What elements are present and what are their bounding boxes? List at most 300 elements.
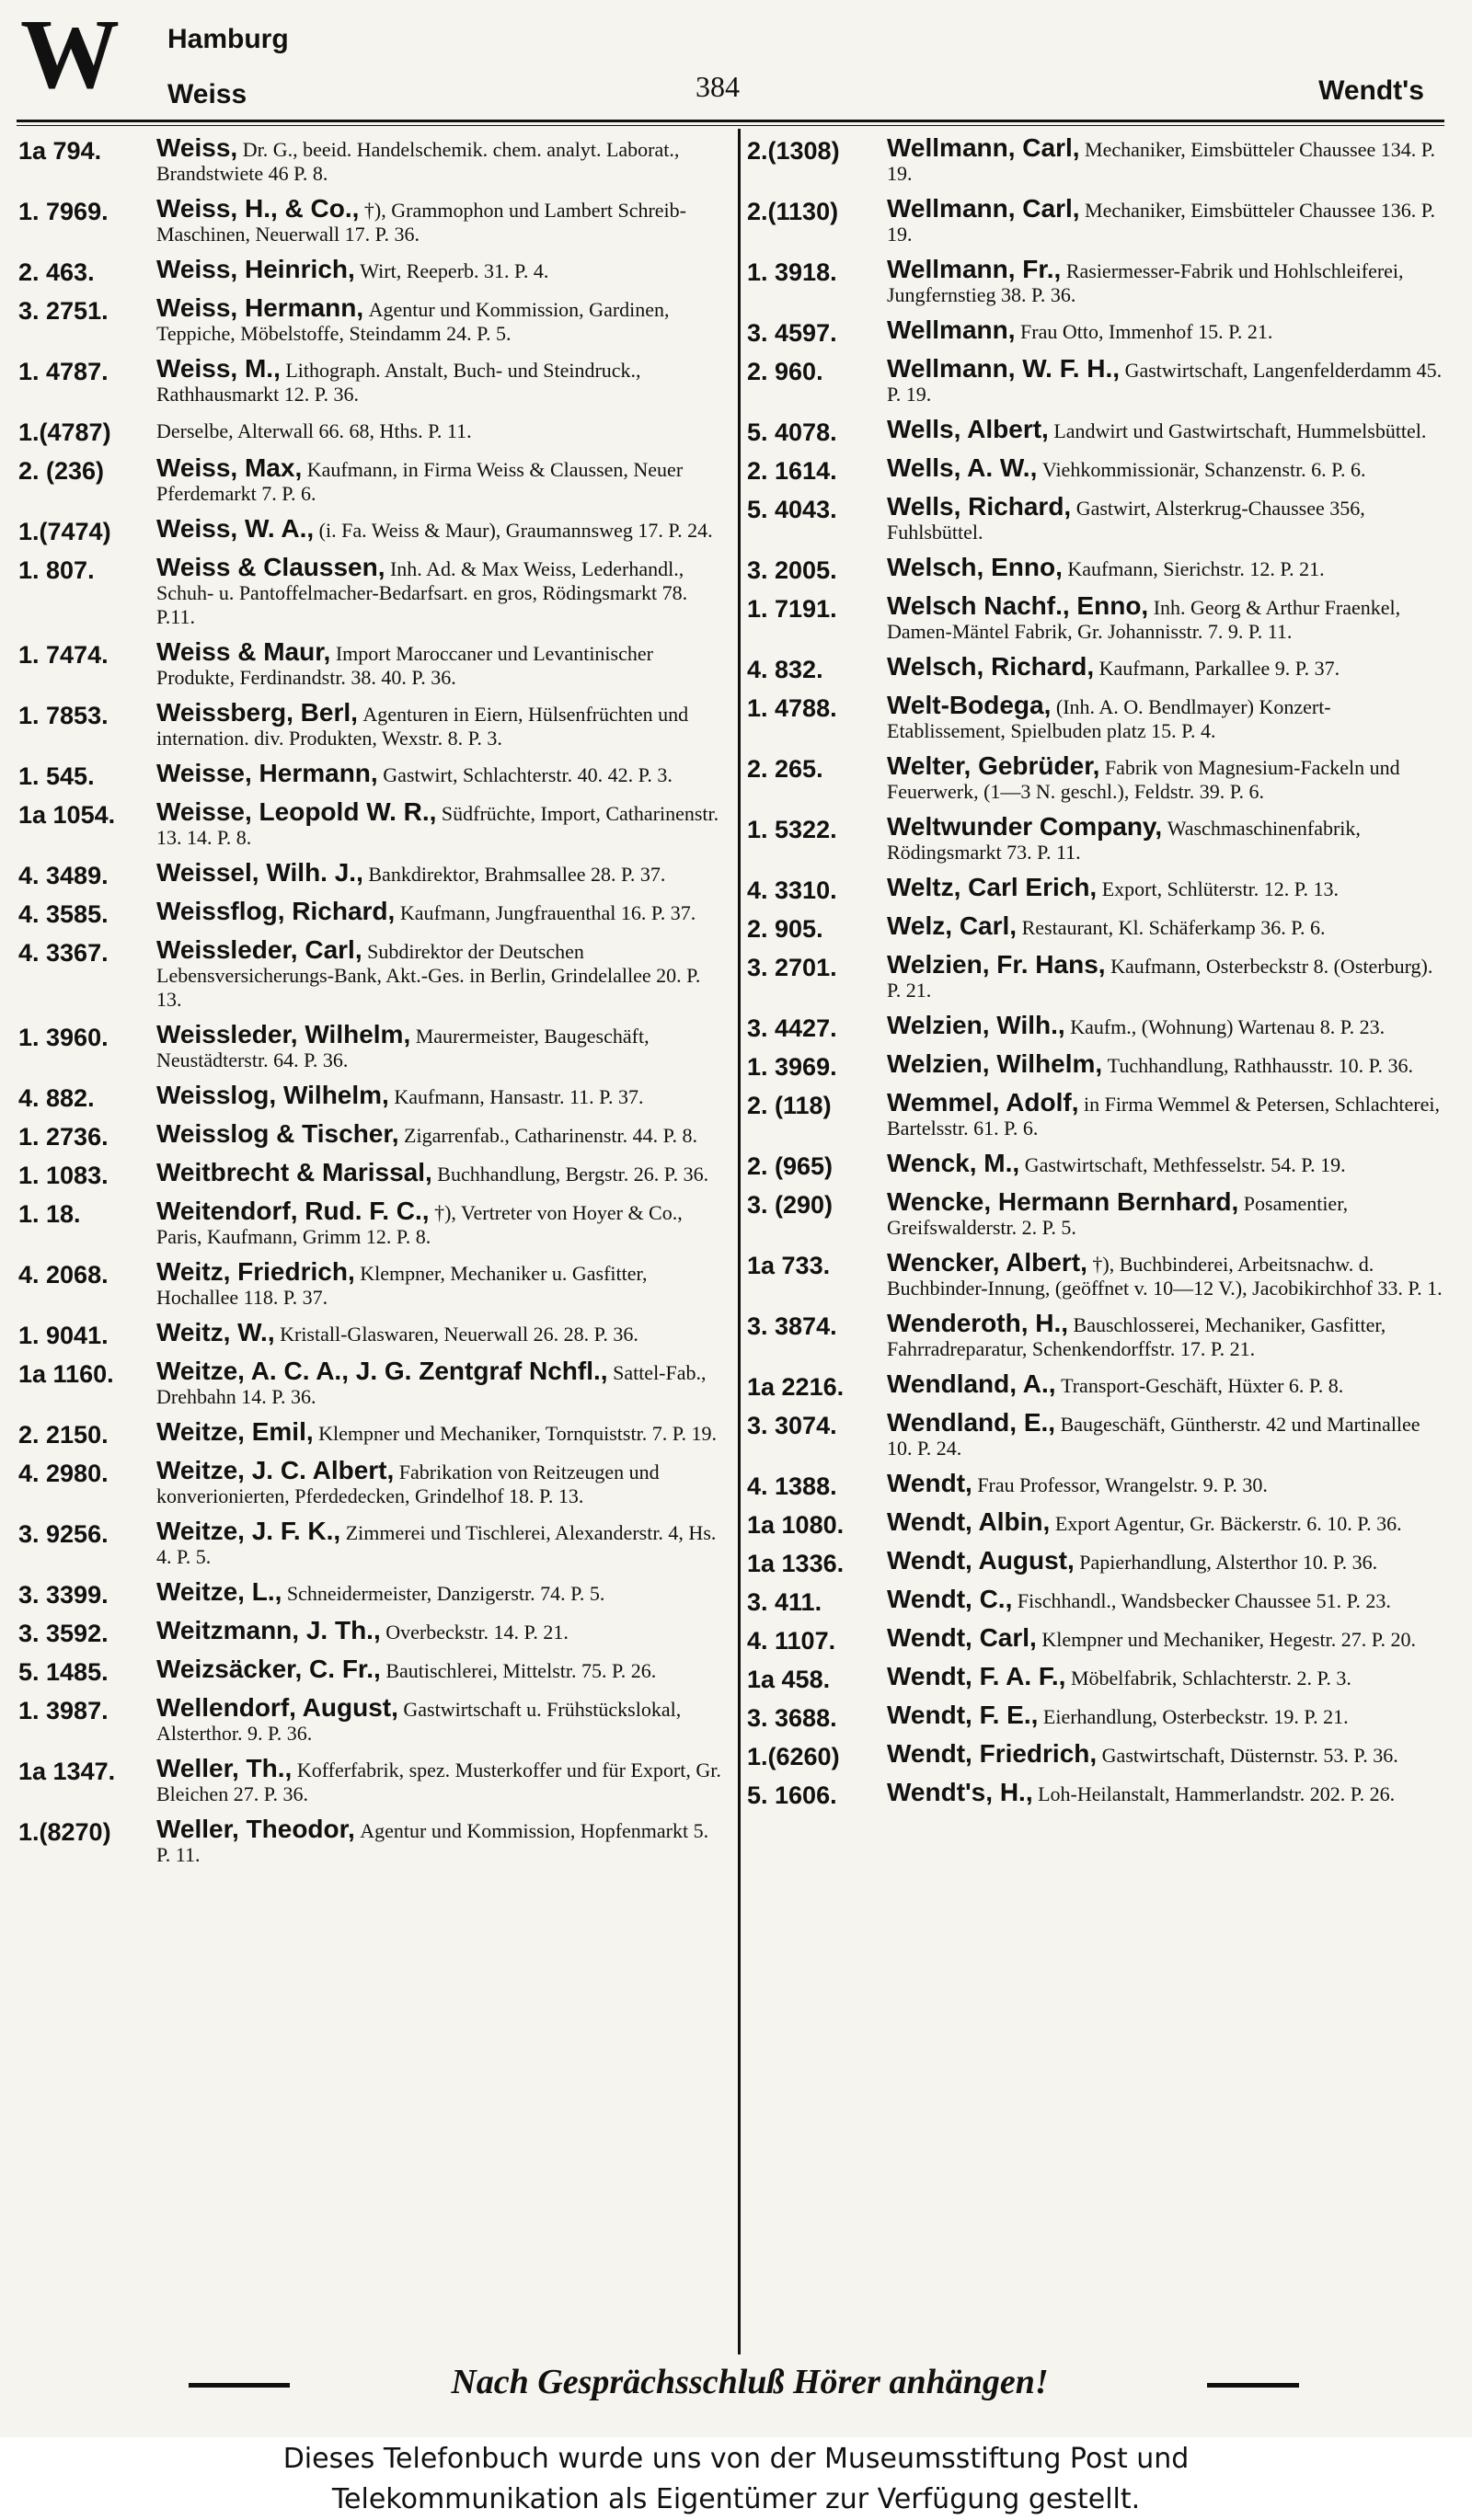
right-column <box>747 133 1446 1809</box>
subscriber-details: Kaufmann, in Firma Weiss & Claussen, Neuer Pferdemarkt 7. P. 6. <box>156 458 684 505</box>
subscriber-details: Export Agentur, Gr. Bäckerstr. 6. 10. P. 36. <box>1054 1512 1402 1535</box>
subscriber-name: Weissberg, Berl, <box>156 698 358 727</box>
subscriber-details: Bauschlosserei, Mechaniker, Gasfitter, Fahrradreparatur, Schenkendorffstr. 17. P. 21. <box>887 1313 1386 1360</box>
subscriber-details: Südfrüchte, Import, Catharinenstr. 13. 14. P. 8. <box>156 802 719 849</box>
phone-number: 4. 1107. <box>747 1627 836 1655</box>
subscriber-name: Weitbrecht & Marissal, <box>156 1158 432 1186</box>
subscriber-name: Wells, Albert, <box>887 415 1049 443</box>
subscriber-details: Derselbe, Alterwall 66. 68, Hths. P. 11. <box>156 419 472 442</box>
entry-text <box>887 1623 1446 1652</box>
phone-number: 1.(8270) <box>18 1818 111 1846</box>
subscriber-name: Welsch Nachf., Enno, <box>887 591 1149 620</box>
directory-entry <box>747 1662 1446 1693</box>
directory-entry <box>18 453 725 506</box>
phone-number: 1. 5322. <box>747 816 837 843</box>
phone-number: 1. 807. <box>18 556 95 584</box>
subscriber-details: Gastwirtschaft u. Frühstückslokal, Alsterthor. 9. P. 36. <box>156 1698 682 1745</box>
phone-number: 2. (965) <box>747 1152 834 1180</box>
phone-number: 2. 463. <box>18 258 95 286</box>
subscriber-name: Weisslog & Tischer, <box>156 1119 399 1148</box>
phone-number: 4. 882. <box>18 1084 95 1112</box>
phone-number: 1a 2216. <box>747 1373 845 1401</box>
entry-text <box>887 1011 1446 1039</box>
subscriber-name: Weitendorf, Rud. F. C., <box>156 1197 430 1225</box>
entry-text <box>887 315 1446 344</box>
phone-number: 3. 3874. <box>747 1312 837 1340</box>
credit-line-2: Telekommunikation als Eigentümer zur Verfügung gestellt. <box>331 2483 1141 2515</box>
subscriber-details: Bankdirektor, Brahmsallee 28. P. 37. <box>368 863 666 886</box>
subscriber-name: Weitze, Emil, <box>156 1417 314 1446</box>
phone-number: 1. 18. <box>18 1200 81 1228</box>
entry-text <box>887 1187 1446 1240</box>
subscriber-details: Subdirektor der Deutschen Lebensversicherungs-Bank, Akt.-Ges. in Berlin, Grindelallee 20. P. 13. <box>156 940 701 1011</box>
entry-text <box>887 911 1446 940</box>
subscriber-name: Welt-Bodega, <box>887 691 1052 719</box>
subscriber-name: Wellmann, W. F. H., <box>887 354 1121 383</box>
directory-entry <box>18 1199 725 1249</box>
subscriber-details: Posamentier, Greifswalderstr. 2. P. 5. <box>887 1192 1349 1239</box>
credit-line-1: Dieses Telefonbuch wurde uns von der Museumsstiftung Post und <box>282 2443 1190 2475</box>
subscriber-name: Weltwunder Company, <box>887 812 1163 841</box>
entry-text <box>887 812 1446 865</box>
subscriber-details: Dr. G., beeid. Handelschemik. chem. analyt. Laborat., Brandstwiete 46 P. 8. <box>156 138 680 185</box>
phone-number: 4. 3489. <box>18 862 109 889</box>
header-last-name: Wendt's <box>1318 75 1424 106</box>
entry-text <box>887 1309 1446 1361</box>
subscriber-details: Gastwirtschaft, Methfesselstr. 54. P. 19. <box>1024 1153 1346 1176</box>
entry-text <box>156 1359 725 1409</box>
phone-number: 1a 794. <box>18 137 102 165</box>
entry-text <box>887 950 1446 1002</box>
entry-text <box>156 1693 725 1746</box>
footer-rule-right <box>1207 2383 1299 2388</box>
subscriber-name: Weller, Th., <box>156 1754 293 1782</box>
entry-text <box>156 553 725 629</box>
entry-text <box>156 1616 725 1644</box>
directory-entry <box>18 637 725 690</box>
subscriber-name: Weissflog, Richard, <box>156 897 396 925</box>
subscriber-name: Weizsäcker, C. Fr., <box>156 1655 381 1683</box>
footer-rule-left <box>189 2383 290 2388</box>
entry-text <box>887 1587 1446 1613</box>
phone-number: 3. 2701. <box>747 954 837 981</box>
phone-number: 3. 3399. <box>18 1581 109 1609</box>
entry-text <box>156 935 725 1012</box>
subscriber-details: Gastwirtschaft, Langenfelderdamm 45. P. 19. <box>887 359 1443 406</box>
subscriber-name: Wendt, Carl, <box>887 1623 1037 1652</box>
phone-number: 3. 4597. <box>747 319 837 347</box>
phone-number: 4. 832. <box>747 656 823 683</box>
entry-text <box>887 1778 1446 1806</box>
directory-entry <box>747 1507 1446 1539</box>
directory-entry <box>747 553 1446 584</box>
subscriber-details: Möbelfabrik, Schlachterstr. 2. P. 3. <box>1070 1667 1351 1690</box>
directory-entry <box>747 1778 1446 1809</box>
subscriber-details: Zimmerei und Tischlerei, Alexanderstr. 4, Hs. 4. P. 5. <box>156 1521 717 1568</box>
subscriber-details: Rasiermesser-Fabrik und Hohlschleiferei, Jungfernstieg 38. P. 36. <box>887 259 1404 306</box>
subscriber-name: Weitze, J. C. Albert, <box>156 1456 395 1484</box>
directory-entry <box>18 797 725 850</box>
subscriber-name: Wellmann, <box>887 315 1016 344</box>
phone-number: 1. 7853. <box>18 702 109 729</box>
directory-entry <box>18 1359 725 1409</box>
phone-number: 1a 458. <box>747 1666 831 1693</box>
phone-number: 1.(4787) <box>18 418 111 446</box>
phone-number: 4. 3310. <box>747 876 837 904</box>
subscriber-name: Wellmann, Fr., <box>887 255 1062 283</box>
directory-entry <box>18 1693 725 1746</box>
entry-text <box>156 453 725 506</box>
subscriber-name: Weitzmann, J. Th., <box>156 1616 381 1644</box>
phone-number: 1.(6260) <box>747 1743 840 1770</box>
subscriber-details: Kaufmann, Osterbeckstr 8. (Osterburg). P. 21. <box>887 955 1433 1002</box>
subscriber-details: in Firma Wemmel & Petersen, Schlachterei, Bartelsstr. 61. P. 6. <box>887 1093 1440 1140</box>
header-rule <box>17 120 1444 126</box>
subscriber-details: Bautischlerei, Mittelstr. 75. P. 26. <box>385 1659 657 1682</box>
subscriber-details: (i. Fa. Weiss & Maur), Graumannsweg 17. P. 24. <box>318 519 713 542</box>
entry-text <box>156 1417 725 1446</box>
subscriber-name: Weiss, Heinrich, <box>156 255 355 283</box>
subscriber-name: Wenderoth, H., <box>887 1309 1069 1337</box>
subscriber-name: Wendt, August, <box>887 1546 1075 1575</box>
directory-entry <box>18 1577 725 1609</box>
subscriber-name: Weitze, J. F. K., <box>156 1517 341 1545</box>
subscriber-details: Tuchhandlung, Rathhausstr. 10. P. 36. <box>1107 1054 1413 1077</box>
subscriber-details: Kaufmann, Hansastr. 11. P. 37. <box>394 1085 644 1108</box>
subscriber-details: Mechaniker, Eimsbütteler Chaussee 136. P. 19. <box>887 199 1436 246</box>
subscriber-name: Weiss, M., <box>156 354 281 383</box>
directory-entry <box>747 315 1446 347</box>
phone-number: 2.(1130) <box>747 198 839 225</box>
subscriber-name: Weisse, Leopold W. R., <box>156 797 437 826</box>
subscriber-name: Welter, Gebrüder, <box>887 751 1100 780</box>
entry-text <box>156 1817 725 1867</box>
entry-text <box>156 1754 725 1806</box>
subscriber-details: Gastwirt, Schlachterstr. 40. 42. P. 3. <box>383 763 673 786</box>
directory-entry <box>747 1309 1446 1361</box>
directory-entry <box>18 1817 725 1867</box>
directory-entry <box>747 1546 1446 1577</box>
directory-entry <box>747 453 1446 485</box>
entry-text <box>156 899 725 925</box>
directory-entry <box>18 1657 725 1685</box>
phone-number: 4. 2068. <box>18 1261 109 1289</box>
phone-number: 1a 1347. <box>18 1758 116 1785</box>
directory-entry <box>747 194 1446 246</box>
subscriber-details: Fischhandl., Wandsbecker Chaussee 51. P. 23. <box>1017 1589 1391 1612</box>
footer-slogan: Nach Gesprächsschluß Hörer anhängen! <box>451 2363 1049 2401</box>
page-number: 384 <box>696 70 740 103</box>
directory-entry <box>18 293 725 346</box>
subscriber-details: Viehkommissionär, Schanzenstr. 6. P. 6. <box>1041 458 1366 481</box>
subscriber-details: Mechaniker, Eimsbütteler Chaussee 134. P. 19. <box>887 138 1436 185</box>
entry-text <box>156 1257 725 1310</box>
directory-entry <box>18 553 725 629</box>
subscriber-details: Fabrik von Magnesium-Fackeln und Feuerwerk, (1—3 N. geschl.), Feldstr. 39. P. 6. <box>887 756 1400 803</box>
subscriber-name: Welsch, Richard, <box>887 652 1095 681</box>
phone-number: 3. 2751. <box>18 297 109 325</box>
entry-text <box>156 858 725 887</box>
subscriber-name: Weiss, Max, <box>156 453 303 482</box>
entry-text <box>887 453 1446 482</box>
subscriber-name: Weitz, Friedrich, <box>156 1257 355 1286</box>
phone-number: 1. 9041. <box>18 1322 109 1349</box>
directory-entry <box>747 1408 1446 1460</box>
subscriber-details: Klempner, Mechaniker u. Gasfitter, Hochallee 118. P. 37. <box>156 1262 648 1309</box>
subscriber-details: Sattel-Fab., Drehbahn 14. P. 36. <box>156 1361 707 1408</box>
entry-text <box>887 1703 1446 1729</box>
phone-number: 1.(7474) <box>18 518 111 545</box>
entry-text <box>156 1577 725 1606</box>
phone-number: 3. 3074. <box>747 1412 837 1439</box>
phone-number: 4. 2980. <box>18 1460 109 1487</box>
directory-entry <box>747 1151 1446 1179</box>
phone-number: 5. 1606. <box>747 1781 837 1809</box>
subscriber-details: Loh-Heilanstalt, Hammerlandstr. 202. P. 26. <box>1038 1782 1396 1805</box>
subscriber-details: Gastwirt, Alsterkrug-Chaussee 356, Fuhlsbüttel. <box>887 497 1365 544</box>
phone-number: 1. 545. <box>18 762 95 790</box>
subscriber-name: Welsch, Enno, <box>887 553 1063 581</box>
directory-entry <box>747 1469 1446 1500</box>
subscriber-details: Maurermeister, Baugeschäft, Neustädterstr. 64. P. 36. <box>156 1025 650 1071</box>
entry-text <box>156 1657 725 1683</box>
subscriber-details: Kaufmann, Jungfrauenthal 16. P. 37. <box>399 901 696 924</box>
entry-text <box>156 1519 725 1569</box>
entry-text <box>887 1662 1446 1690</box>
directory-entry <box>747 1049 1446 1081</box>
subscriber-name: Weissleder, Wilhelm, <box>156 1020 411 1048</box>
subscriber-name: Wendt, F. E., <box>887 1701 1039 1729</box>
subscriber-name: Welzien, Wilh., <box>887 1011 1065 1039</box>
subscriber-details: †), Buchbinderei, Arbeitsnachw. d. Buchbinder-Innung, (geöffnet v. 10—12 V.), Jacobikirchhof 33. P. 1. <box>887 1253 1443 1300</box>
subscriber-name: Weitze, A. C. A., J. G. Zentgraf Nchfl., <box>156 1357 608 1385</box>
directory-entry <box>18 1119 725 1151</box>
entry-text <box>156 1020 725 1072</box>
subscriber-details: Agentur und Kommission, Gardinen, Teppiche, Möbelstoffe, Steindamm 24. P. 5. <box>156 298 670 345</box>
subscriber-name: Wendt, Albin, <box>887 1507 1051 1536</box>
subscriber-name: Weller, Theodor, <box>156 1815 355 1843</box>
subscriber-name: Wellendorf, August, <box>156 1693 398 1722</box>
entry-text <box>887 693 1446 743</box>
phone-number: 1a 1080. <box>747 1511 845 1539</box>
subscriber-name: Welz, Carl, <box>887 911 1018 940</box>
entry-text <box>887 133 1446 186</box>
directory-entry <box>18 1456 725 1508</box>
directory-entry <box>747 591 1446 644</box>
entry-text <box>887 553 1446 581</box>
column-divider <box>738 129 741 2354</box>
phone-number: 3. 411. <box>747 1588 822 1616</box>
subscriber-details: Inh. Georg & Arthur Fraenkel, Damen-Mäntel Fabrik, Gr. Johannisstr. 7. 9. P. 11. <box>887 596 1401 643</box>
phone-number: 1. 2736. <box>18 1123 109 1151</box>
phone-number: 1. 1083. <box>18 1162 109 1189</box>
directory-entry <box>747 1369 1446 1401</box>
phone-number: 3. 9256. <box>18 1520 109 1548</box>
phone-number: 3. 3688. <box>747 1704 837 1732</box>
header-city: Hamburg <box>167 24 289 54</box>
directory-entry <box>747 1088 1446 1140</box>
entry-text <box>887 591 1446 644</box>
subscriber-details: Baugeschäft, Güntherstr. 42 und Martinallee 10. P. 24. <box>887 1413 1420 1460</box>
subscriber-details: Klempner und Mechaniker, Tornquiststr. 7. P. 19. <box>318 1422 717 1445</box>
subscriber-details: Buchhandlung, Bergstr. 26. P. 36. <box>437 1163 709 1186</box>
subscriber-name: Weiss, <box>156 133 238 162</box>
entry-text <box>887 415 1446 443</box>
directory-entry <box>747 950 1446 1002</box>
entry-text <box>156 1318 725 1346</box>
subscriber-details: Kaufmann, Sierichstr. 12. P. 21. <box>1067 557 1325 580</box>
subscriber-details: Fabrikation von Reitzeugen und konverionierten, Pferdedecken, Grindelhof 18. P. 13. <box>156 1460 660 1507</box>
subscriber-details: (Inh. A. O. Bendlmayer) Konzert-Etablissement, Spielbuden platz 15. P. 4. <box>887 695 1331 742</box>
directory-entry <box>18 899 725 927</box>
phone-number: 3. 2005. <box>747 556 837 584</box>
directory-entry <box>747 652 1446 683</box>
subscriber-name: Wemmel, Adolf, <box>887 1088 1079 1117</box>
subscriber-name: Wellmann, Carl, <box>887 133 1080 162</box>
directory-entry <box>747 1187 1446 1240</box>
subscriber-name: Wendland, A., <box>887 1369 1056 1398</box>
directory-entry <box>747 133 1446 186</box>
subscriber-details: Wirt, Reeperb. 31. P. 4. <box>360 259 549 282</box>
entry-text <box>156 797 725 850</box>
directory-entry <box>747 354 1446 407</box>
directory-entry <box>747 415 1446 446</box>
directory-entry <box>747 751 1446 804</box>
subscriber-name: Wendt, Friedrich, <box>887 1739 1098 1768</box>
directory-entry <box>18 514 725 545</box>
subscriber-details: †), Grammophon und Lambert Schreib-Maschinen, Neuerwall 17. P. 36. <box>156 199 686 246</box>
phone-number: 4. 3367. <box>18 939 109 967</box>
subscriber-details: Klempner und Mechaniker, Hegestr. 27. P. 20. <box>1041 1628 1416 1651</box>
entry-text <box>887 492 1446 544</box>
phone-number: 1. 3918. <box>747 258 837 286</box>
subscriber-name: Weltz, Carl Erich, <box>887 873 1098 901</box>
subscriber-details: Landwirt und Gastwirtschaft, Hummelsbüttel. <box>1053 419 1427 442</box>
entry-text <box>156 698 725 750</box>
subscriber-name: Weisslog, Wilhelm, <box>156 1081 389 1109</box>
directory-entry <box>747 873 1446 904</box>
subscriber-details: Restaurant, Kl. Schäferkamp 36. P. 6. <box>1021 916 1326 939</box>
entry-text <box>156 1199 725 1249</box>
subscriber-name: Weissleder, Carl, <box>156 935 362 964</box>
entry-text <box>156 514 725 543</box>
subscriber-details: Lithograph. Anstalt, Buch- und Steindruck., Rathhausmarkt 12. P. 36. <box>156 359 641 406</box>
page-header <box>0 0 1472 120</box>
entry-text <box>887 194 1446 246</box>
entry-text <box>887 1546 1446 1575</box>
subscriber-name: Wencke, Hermann Bernhard, <box>887 1187 1239 1216</box>
subscriber-name: Weiss, Hermann, <box>156 293 364 322</box>
phone-number: 5. 1485. <box>18 1658 109 1686</box>
directory-entry <box>18 858 725 889</box>
phone-number: 1. 3987. <box>18 1697 109 1724</box>
phone-number: 1a 733. <box>747 1252 831 1279</box>
entry-text <box>156 1083 725 1109</box>
entry-text <box>887 1739 1446 1768</box>
phone-number: 5. 4043. <box>747 496 837 523</box>
subscriber-details: Kaufm., (Wohnung) Wartenau 8. P. 23. <box>1070 1015 1386 1038</box>
phone-number: 2. 960. <box>747 358 823 385</box>
subscriber-details: Transport-Geschäft, Hüxter 6. P. 8. <box>1061 1374 1344 1397</box>
subscriber-details: Papierhandlung, Alsterthor 10. P. 36. <box>1079 1551 1378 1574</box>
phone-number: 3. (290) <box>747 1191 834 1219</box>
subscriber-name: Wenck, M., <box>887 1149 1020 1177</box>
directory-entry <box>18 418 725 445</box>
phone-number: 2. (236) <box>18 457 105 485</box>
subscriber-details: †), Vertreter von Hoyer & Co., Paris, Kaufmann, Grimm 12. P. 8. <box>156 1201 683 1248</box>
subscriber-name: Wells, Richard, <box>887 492 1072 521</box>
entry-text <box>156 133 725 186</box>
entry-text <box>887 1049 1446 1078</box>
phone-number: 1. 4787. <box>18 358 109 385</box>
subscriber-details: Frau Otto, Immenhof 15. P. 21. <box>1020 320 1273 343</box>
directory-entry <box>18 1754 725 1806</box>
subscriber-details: Export, Schlüterstr. 12. P. 13. <box>1101 877 1339 900</box>
subscriber-details: Gastwirtschaft, Düsternstr. 53. P. 36. <box>1101 1744 1398 1767</box>
phone-number: 1. 7474. <box>18 641 109 669</box>
phone-number: 1. 4788. <box>747 694 837 722</box>
subscriber-name: Wellmann, Carl, <box>887 194 1080 223</box>
phone-number: 1a 1336. <box>747 1550 845 1577</box>
entry-text <box>156 759 725 787</box>
phone-number: 5. 4078. <box>747 418 837 446</box>
entry-text <box>887 1369 1446 1398</box>
phone-number: 3. 4427. <box>747 1014 837 1042</box>
phone-number: 2. 1614. <box>747 457 837 485</box>
directory-entry <box>747 492 1446 544</box>
header-first-name: Weiss <box>167 79 247 109</box>
directory-entry <box>747 1248 1446 1300</box>
subscriber-details: Import Maroccaner und Levantinischer Produkte, Ferdinandstr. 38. 40. P. 36. <box>156 642 653 689</box>
phone-number: 1a 1160. <box>18 1360 114 1388</box>
directory-entry <box>18 255 725 286</box>
phone-number: 2. (118) <box>747 1092 832 1119</box>
subscriber-name: Weiss & Maur, <box>156 637 331 666</box>
subscriber-name: Weiss, W. A., <box>156 514 315 543</box>
subscriber-name: Weiss, H., & Co., <box>156 194 360 223</box>
directory-entry <box>747 693 1446 743</box>
entry-text <box>156 194 725 246</box>
subscriber-details: Schneidermeister, Danzigerstr. 74. P. 5. <box>286 1582 605 1605</box>
subscriber-details: Overbeckstr. 14. P. 21. <box>385 1621 569 1644</box>
directory-entry <box>18 1519 725 1569</box>
entry-text <box>887 1088 1446 1140</box>
directory-entry <box>18 1417 725 1449</box>
credit-notice <box>0 2437 1472 2520</box>
phone-number: 3. 3592. <box>18 1620 109 1647</box>
directory-entry <box>18 935 725 1012</box>
phone-number: 1. 7969. <box>18 198 109 225</box>
subscriber-details: Inh. Ad. & Max Weiss, Lederhandl., Schuh- u. Pantoffelmacher-Bedarfsart. en gros, Rödingsmarkt 78. P.11. <box>156 557 688 628</box>
directory-entry <box>747 1587 1446 1615</box>
left-column <box>18 133 725 1867</box>
subscriber-name: Weitz, W., <box>156 1318 275 1346</box>
directory-entry <box>18 194 725 246</box>
entry-text <box>156 1119 725 1148</box>
subscriber-name: Welzien, Wilhelm, <box>887 1049 1103 1078</box>
section-letter: W <box>20 0 116 109</box>
directory-entry <box>18 133 725 186</box>
entry-text <box>887 873 1446 901</box>
entry-text <box>887 751 1446 804</box>
phone-number: 1a 1054. <box>18 801 116 829</box>
directory-entry <box>18 1083 725 1111</box>
phone-number: 1. 3969. <box>747 1053 837 1081</box>
subscriber-name: Wendt, C., <box>887 1585 1013 1613</box>
subscriber-name: Weitze, L., <box>156 1577 282 1606</box>
entry-text <box>156 1456 725 1508</box>
subscriber-details: Kofferfabrik, spez. Musterkoffer und für Export, Gr. Bleichen 27. P. 36. <box>156 1758 721 1805</box>
